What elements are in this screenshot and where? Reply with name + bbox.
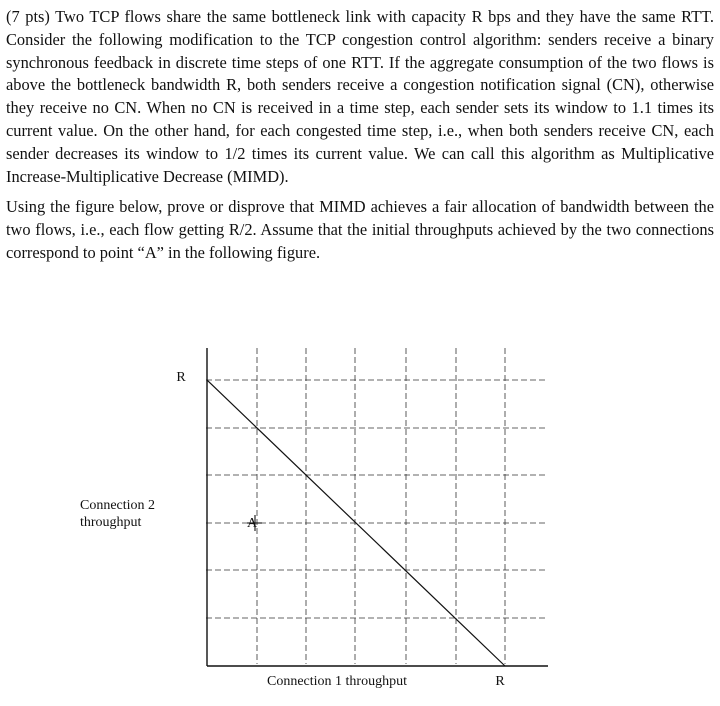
problem-paragraph-2: Using the figure below, prove or disprove that MIMD achieves a fair allocation of bandwidth between the two flows, i.e., each flow getting R/2. Assume that the initial throughputs achieved by the two connections correspond to point “A” in the following figure. [6, 197, 714, 262]
y-axis-top-label: R [176, 370, 186, 385]
vertical-grid-lines [257, 348, 505, 664]
y-axis-title-line1: Connection 2 [80, 498, 156, 513]
problem-paragraph-1: (7 pts) Two TCP flows share the same bottleneck link with capacity R bps and they have the same RTT. Consider the following modification to the TCP congestion control algorithm: senders receive a binary synchronous feedback in discrete time steps of one RTT. If the aggregate consumption of the two flows is above the bottleneck bandwidth R, both senders receive a congestion notification signal (CN), otherwise they receive no CN. When no CN is received in a time step, each sender sets its window to 1.1 times its current value. On the other hand, for each congested time step, i.e., when both senders receive CN, each sender decreases its window to 1/2 times its current value. We can call this algorithm as Multiplicative Increase-Multiplicative Decrease (MIMD). [6, 7, 714, 186]
point-a-label: A [246, 516, 258, 531]
x-axis-title: Connection 1 throughput [267, 674, 407, 689]
x-axis-end-label: R [495, 674, 505, 689]
y-axis-title-line2: throughput [80, 515, 142, 530]
